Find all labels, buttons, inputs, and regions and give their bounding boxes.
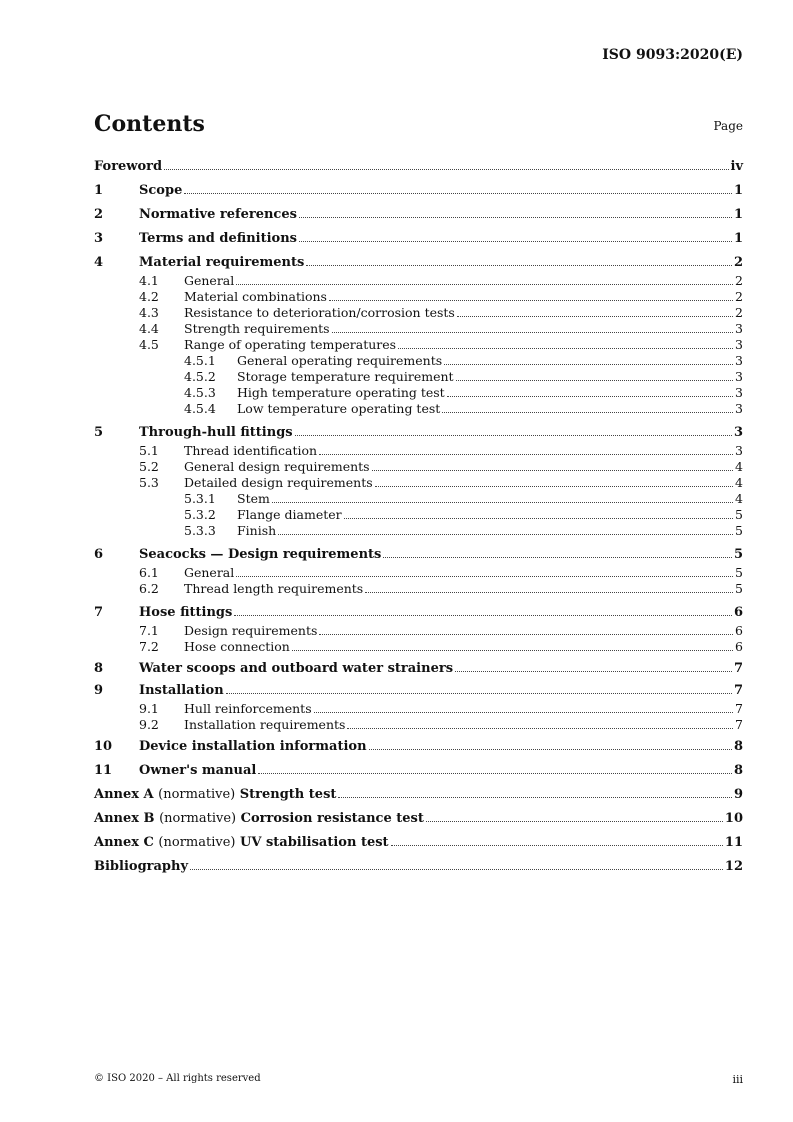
toc-entry-4[interactable]: 4 Material requirements 2 [94,255,743,270]
toc-entry-7[interactable]: 7 Hose fittings 6 [94,605,743,620]
toc-entry-9-2[interactable]: 9.2 Installation requirements 7 [139,717,743,732]
toc-entry-11[interactable]: 11 Owner's manual 8 [94,763,743,778]
toc-entry-2[interactable]: 2 Normative references 1 [94,207,743,222]
toc-entry-6-1[interactable]: 6.1 General 5 [139,565,743,580]
toc-entry-bibliography[interactable]: Bibliography 12 [94,859,743,874]
table-of-contents [94,155,743,879]
toc-entry-9[interactable]: 9 Installation 7 [94,683,743,698]
toc-entry-4-5-1[interactable]: 4.5.1 General operating requirements 3 [184,353,743,368]
toc-entry-annex-c[interactable]: Annex C (normative) UV stabilisation test 11 [94,835,743,850]
toc-entry-6[interactable]: 6 Seacocks — Design requirements 5 [94,547,743,562]
toc-entry-4-2[interactable]: 4.2 Material combinations 2 [139,289,743,304]
toc-entry-4-3[interactable]: 4.3 Resistance to deterioration/corrosion tests 2 [139,305,743,320]
footer-copyright: © ISO 2020 – All rights reserved [94,1073,261,1084]
toc-entry-4-5-4[interactable]: 4.5.4 Low temperature operating test 3 [184,401,743,416]
toc-entry-3[interactable]: 3 Terms and definitions 1 [94,231,743,246]
toc-entry-7-1[interactable]: 7.1 Design requirements 6 [139,623,743,638]
toc-entry-8[interactable]: 8 Water scoops and outboard water strainers 7 [94,661,743,676]
toc-entry-7-2[interactable]: 7.2 Hose connection 6 [139,639,743,654]
toc-entry-6-2[interactable]: 6.2 Thread length requirements 5 [139,581,743,596]
toc-entry-4-4[interactable]: 4.4 Strength requirements 3 [139,321,743,336]
toc-entry-9-1[interactable]: 9.1 Hull reinforcements 7 [139,701,743,716]
toc-entry-5-3-3[interactable]: 5.3.3 Finish 5 [184,523,743,538]
toc-entry-4-5[interactable]: 4.5 Range of operating temperatures 3 [139,337,743,352]
toc-entry-10[interactable]: 10 Device installation information 8 [94,739,743,754]
document-id: ISO 9093:2020(E) [602,47,743,63]
toc-entry-annex-a[interactable]: Annex A (normative) Strength test 9 [94,787,743,802]
toc-entry-5-1[interactable]: 5.1 Thread identification 3 [139,443,743,458]
toc-entry-4-5-3[interactable]: 4.5.3 High temperature operating test 3 [184,385,743,400]
toc-entry-5-3-1[interactable]: 5.3.1 Stem 4 [184,491,743,506]
toc-entry-5-2[interactable]: 5.2 General design requirements 4 [139,459,743,474]
toc-entry-5-3[interactable]: 5.3 Detailed design requirements 4 [139,475,743,490]
page-column-label: Page [713,119,743,133]
toc-entry-foreword[interactable]: Foreword iv [94,159,743,174]
toc-entry-4-1[interactable]: 4.1 General 2 [139,273,743,288]
toc-entry-4-5-2[interactable]: 4.5.2 Storage temperature requirement 3 [184,369,743,384]
toc-entry-5-3-2[interactable]: 5.3.2 Flange diameter 5 [184,507,743,522]
toc-entry-annex-b[interactable]: Annex B (normative) Corrosion resistance test 10 [94,811,743,826]
page-title: Contents [94,111,205,137]
footer-page-number: iii [732,1073,743,1086]
toc-entry-5[interactable]: 5 Through-hull fittings 3 [94,425,743,440]
toc-entry-1[interactable]: 1 Scope 1 [94,183,743,198]
